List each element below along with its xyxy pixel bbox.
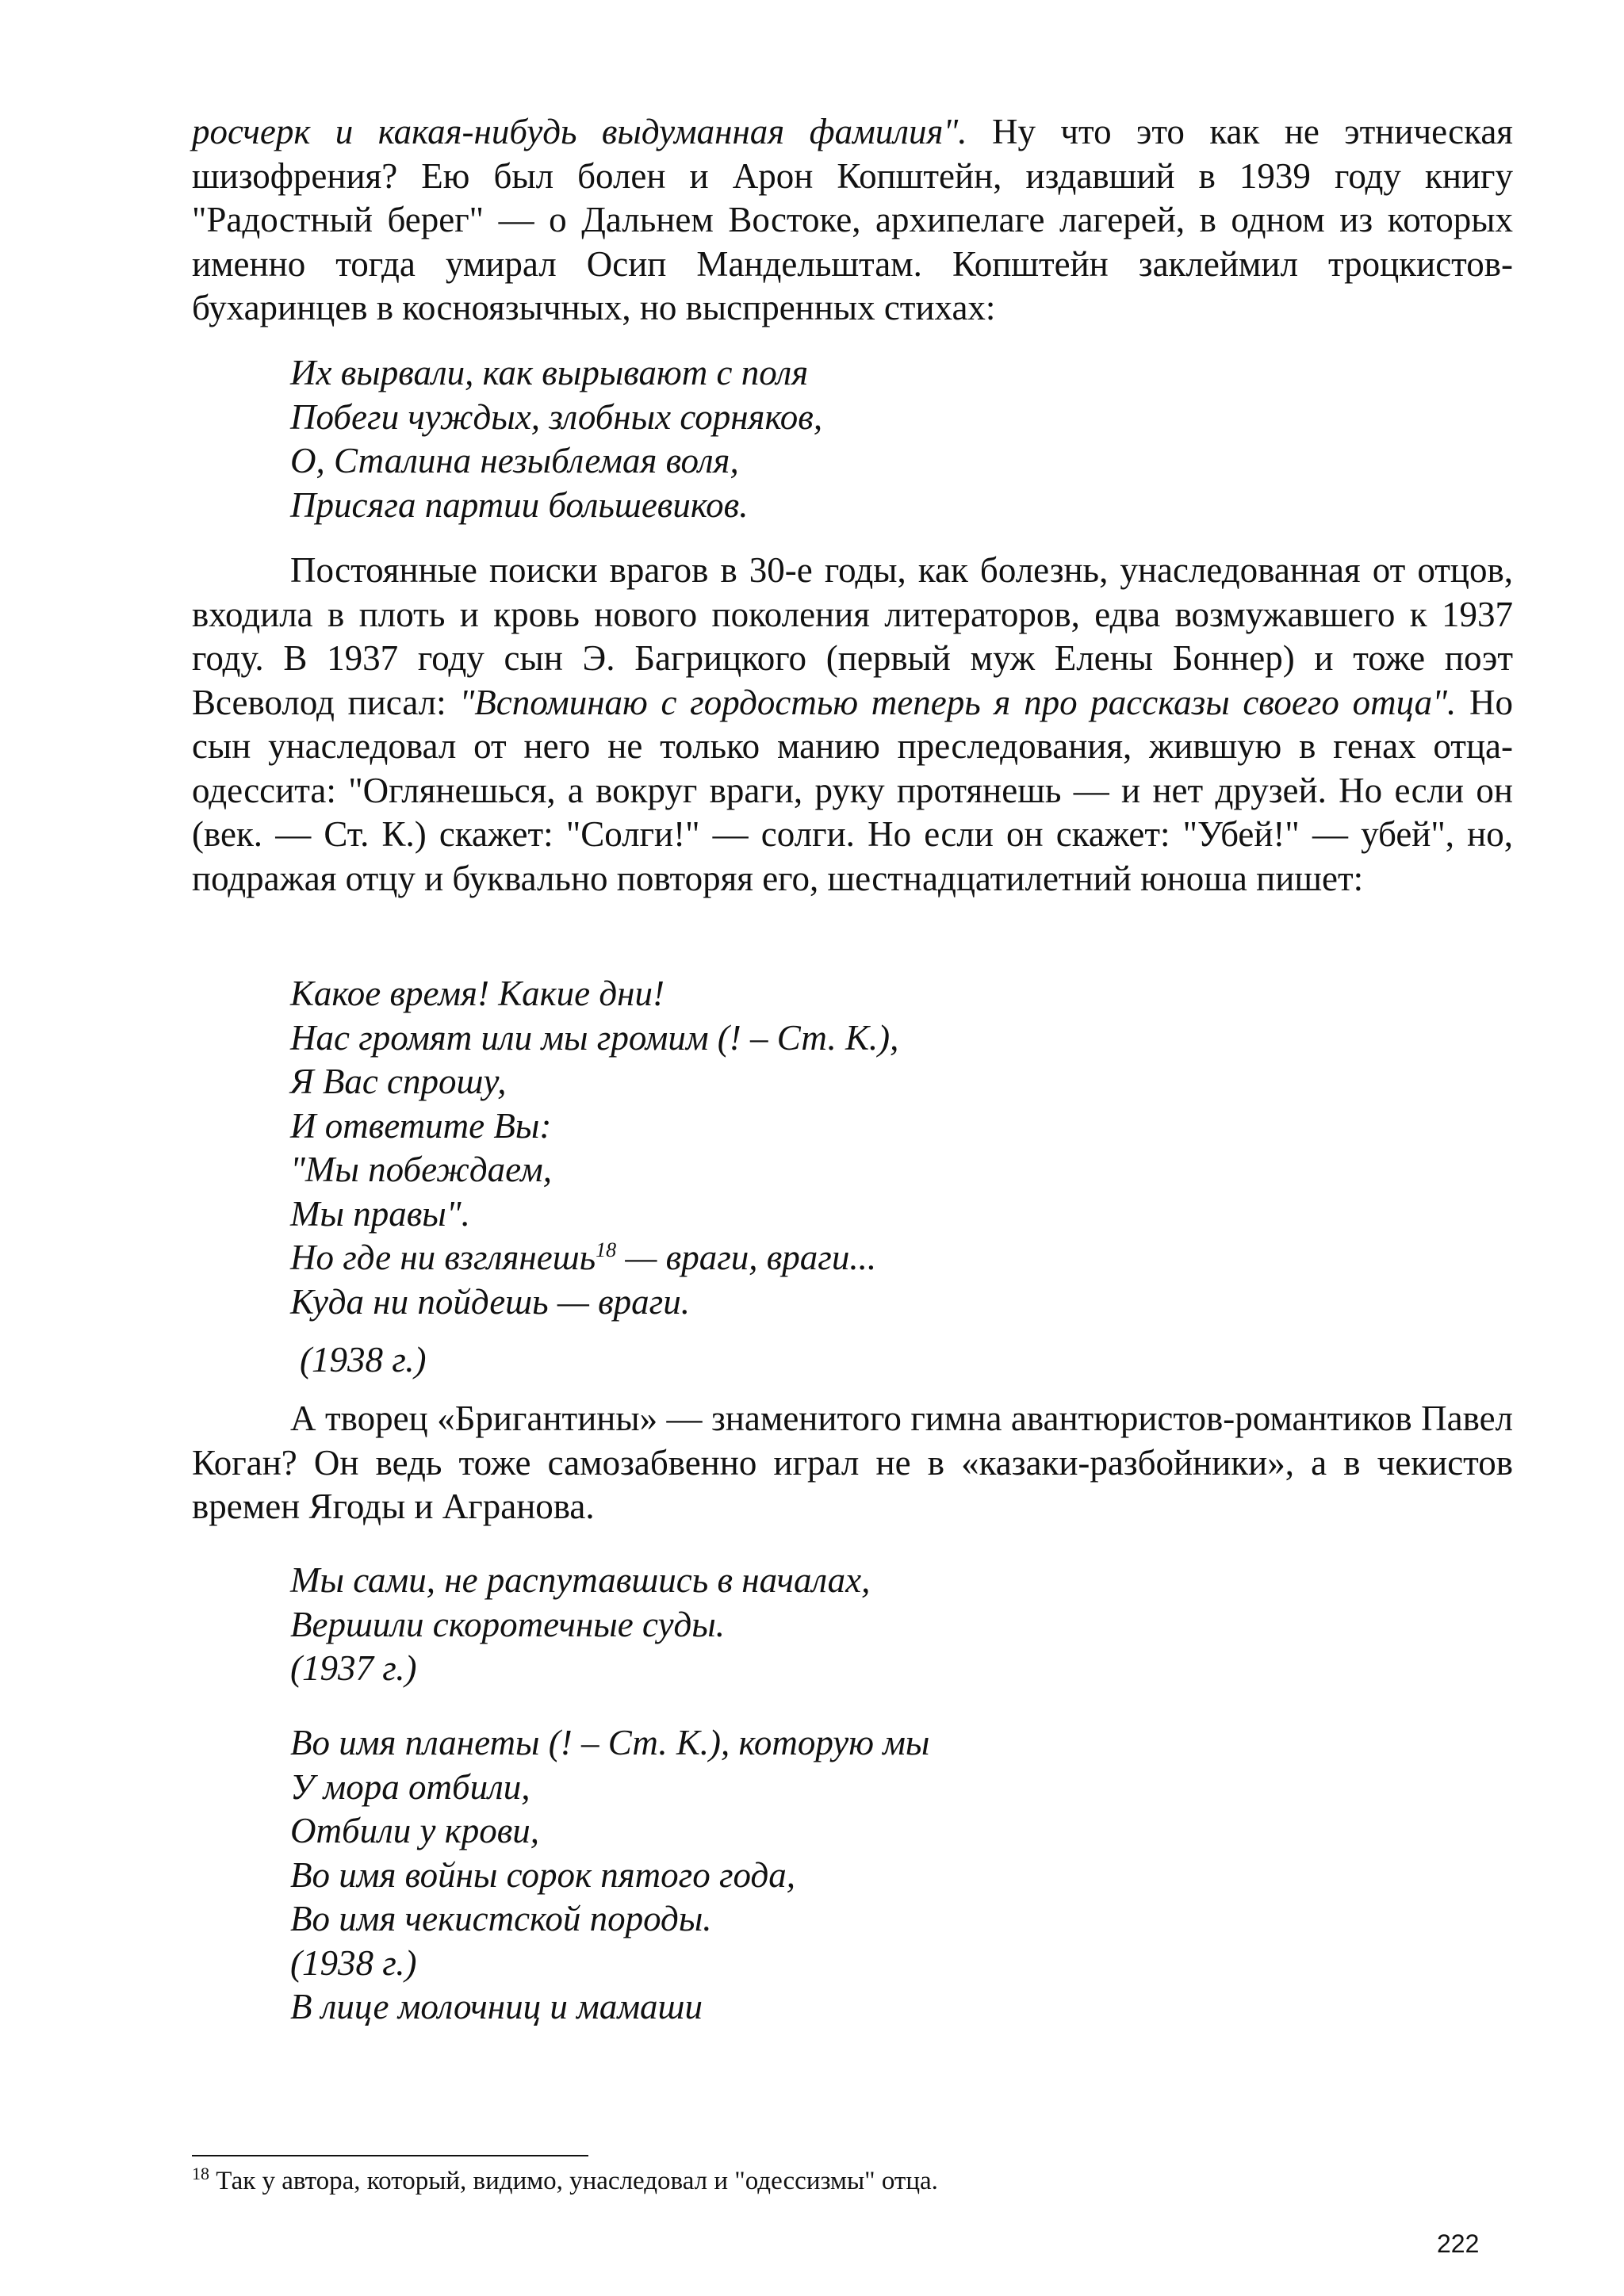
- poem-line: Во имя планеты (! – Ст. К.), которую мы: [290, 1723, 930, 1762]
- poem-line: Нас громят или мы громим (! – Ст. К.),: [290, 1017, 899, 1058]
- poem-line: (1938 г.): [290, 1942, 417, 1983]
- poem-line: О, Сталина незыблемая воля,: [290, 441, 739, 480]
- footnote-mark: 18: [192, 2164, 209, 2183]
- poem-line: "Мы побеждаем,: [290, 1150, 552, 1189]
- poem-line: Отбили у крови,: [290, 1811, 540, 1850]
- footnote-text: Так у автора, который, видимо, унаследовал и "одессизмы" отца.: [209, 2167, 938, 2195]
- poem-line: Мы сами, не распутавшись в началах,: [290, 1560, 871, 1600]
- paragraph-3: А творец «Бригантины» — знаменитого гимна авантюристов-романтиков Павел Коган? Он ведь тоже самозабвенно играл не в «казаки-разбойники», а в чекистов времен Ягоды и Агранова.: [192, 1399, 1513, 1526]
- footnote-reference[interactable]: 18: [596, 1238, 617, 1261]
- poem-date: (1938 г.): [300, 1340, 427, 1380]
- text-block-top: [192, 110, 1513, 331]
- footnote-separator: [192, 2155, 588, 2156]
- text-block-2: [192, 549, 1513, 901]
- poem-3: [290, 1559, 1611, 1691]
- text-block-3: [192, 1397, 1513, 1529]
- poem-line: Куда ни пойдешь — враги.: [290, 1281, 690, 1322]
- footnote: [192, 2164, 938, 2198]
- poem-line: И ответите Вы:: [290, 1105, 552, 1146]
- poem-line: Вершили скоротечные суды.: [290, 1604, 725, 1644]
- poem-line: Присяга партии большевиков.: [290, 484, 749, 525]
- paragraph-1: [192, 110, 1513, 331]
- poem-line: Мы правы".: [290, 1193, 470, 1234]
- page-number: 222: [1437, 2229, 1480, 2258]
- poem-2: [290, 972, 1611, 1383]
- poem-line-part: — враги, враги...: [616, 1238, 877, 1277]
- poem-line-part: Но где ни взглянешь: [290, 1238, 596, 1277]
- poem-1: [290, 351, 1611, 527]
- poem-line: Во имя войны сорок пятого года,: [290, 1854, 795, 1895]
- poem-line: [290, 1236, 1611, 1280]
- paragraph-2-text-a: Постоянные поиски врагов в 30-е годы, как болезнь, унаследованная от отцов, входила в плоть и кровь нового поколения литераторов, едва возмужавшего к 1937 году. В 1937 году сын Э. Багрицкого (первый муж Елены Боннер) и тоже поэт Всеволод писал:: [192, 550, 1513, 722]
- poem-line: (1937 г.): [290, 1648, 417, 1688]
- poem-4: [290, 1721, 1611, 2030]
- quote-italic: "Вспоминаю с гордостью теперь я про рассказы своего отца".: [459, 682, 1457, 722]
- paragraph-1-text: Ну что это как не этническая шизофрения? Ею был болен и Арон Копштейн, издавший в 1939 году книгу "Радостный берег" — о Дальнем Востоке, архипелаге лагерей, в одном из которых именно тогда умирал Осип Мандельштам. Копштейн заклеймил троцкистов-бухаринцев в косноязычных, но выспренных стихах:: [192, 112, 1514, 327]
- poem-line: Во имя чекистской породы.: [290, 1899, 712, 1938]
- paragraph-2: [192, 549, 1513, 901]
- poem-line: В лице молочниц и мамаши: [290, 1987, 703, 2026]
- poem-line: Я Вас спрошу,: [290, 1062, 507, 1101]
- quote-italic: росчерк и какая-нибудь выдуманная фамилия".: [192, 112, 967, 151]
- poem-line: Побеги чуждых, злобных сорняков,: [290, 396, 823, 437]
- poem-line: Их вырвали, как вырывают с поля: [290, 353, 809, 392]
- poem-line: У мора отбили,: [290, 1766, 530, 1807]
- poem-line: Какое время! Какие дни!: [290, 974, 665, 1013]
- paragraph-2-text-b: Но сын унаследовал от него не только манию преследования, жившую в генах отца-одессита: "Оглянешься, а вокруг враги, руку протянешь — и нет друзей. Но если он (век. — Ст. К.) скажет: "Солги!" — солги. Но если он скажет: "Убей!" — убей", но, подражая отцу и буквально повторяя его, шестнадцатилетний юноша пишет:: [192, 682, 1513, 898]
